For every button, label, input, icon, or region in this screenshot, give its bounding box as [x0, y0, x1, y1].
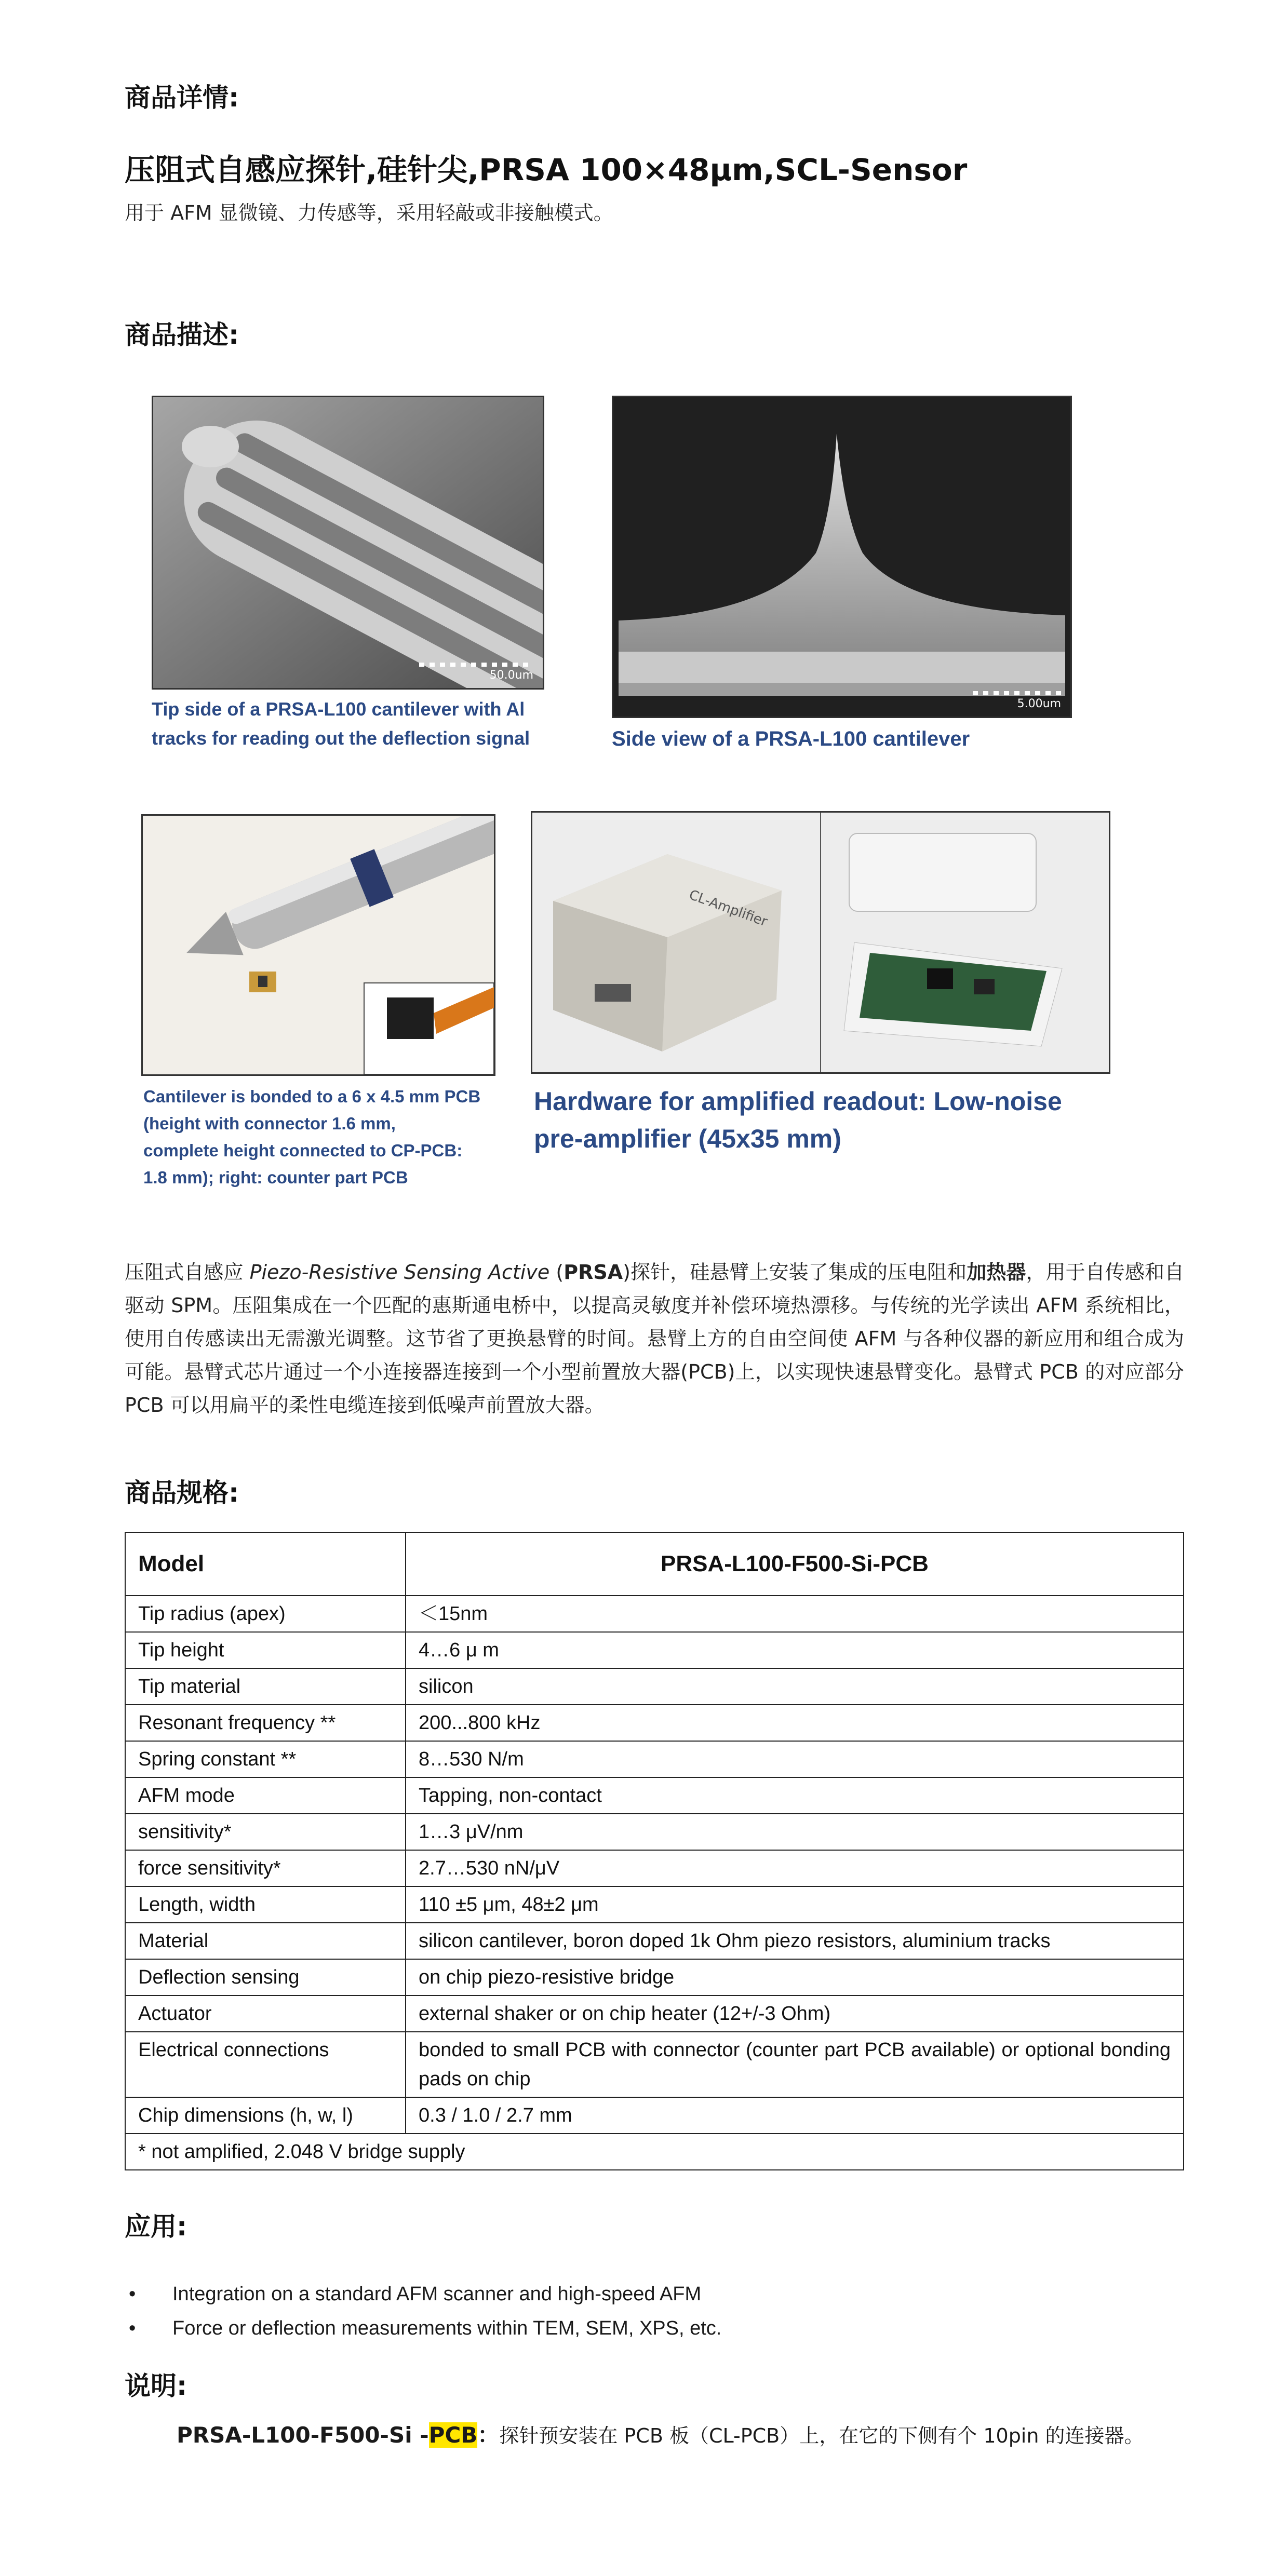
spec-row	[125, 1850, 1184, 1886]
spec-value: Tapping, non-contact	[406, 1777, 1184, 1814]
spec-row	[125, 2032, 1184, 2097]
spec-row	[125, 1741, 1184, 1777]
applications-heading: 应用:	[125, 2211, 187, 2242]
spec-value: silicon cantilever, boron doped 1k Ohm piezo resistors, aluminium tracks	[406, 1923, 1184, 1959]
spec-label: force sensitivity*	[125, 1850, 406, 1886]
applications-list	[125, 2277, 721, 2345]
cantilever-tracks-illustration	[153, 397, 543, 688]
prsa-abbrev: PRSA	[564, 1261, 623, 1284]
description-heading: 商品描述:	[125, 320, 239, 350]
amplifier-box-illustration	[532, 813, 1109, 1072]
spec-label: Spring constant **	[125, 1741, 406, 1777]
pen-and-chip-illustration	[143, 816, 494, 1074]
amplifier-hardware-image	[531, 811, 1110, 1074]
figure-1-caption: Tip side of a PRSA-L100 cantilever with Al tracks for reading out the deflection signal	[152, 698, 530, 749]
spec-label: Electrical connections	[125, 2032, 406, 2097]
tip-cone-illustration	[613, 397, 1070, 717]
spec-row	[125, 1632, 1184, 1668]
spec-header-label: Model	[125, 1532, 406, 1596]
figure-3-caption: Cantilever is bonded to a 6 x 4.5 mm PCB (height with connector 1.6 mm, complete height connected to CP-PCB: 1.8 mm); right: counter part PCB	[143, 1087, 481, 1187]
spec-value: ＜15nm	[406, 1596, 1184, 1632]
prsa-expansion: Piezo-Resistive Sensing Active	[249, 1261, 550, 1284]
spec-footnote-row	[125, 2134, 1184, 2170]
list-item: • Integration on a standard AFM scanner and high-speed AFM	[125, 2277, 721, 2311]
spec-label: Actuator	[125, 1995, 406, 2032]
spec-value: 0.3 / 1.0 / 2.7 mm	[406, 2097, 1184, 2134]
note-pcb-highlight: PCB	[428, 2422, 478, 2448]
spec-row	[125, 1814, 1184, 1850]
spec-label: Material	[125, 1923, 406, 1959]
description-paragraph: 压阻式自感应 Piezo-Resistive Sensing Active (PRSA)探针，硅悬臂上安装了集成的压电阻和加热器，用于自传感和自驱动 SPM。压阻集成在一个匹配的惠斯通电桥中，以提高灵敏度并补偿环境热漂移。与传统的光学读出 AFM 系统相比，使用自传感读出无需激光调整。这节省了更换悬臂的时间。悬臂上方的自由空间使 AFM 与各种仪器的新应用和组合成为可能。悬臂式芯片通过一个小连接器连接到一个小型前置放大器(PCB)上，以实现快速悬臂变化。悬臂式 PCB 的对应部分 PCB 可以用扁平的柔性电缆连接到低噪声前置放大器。	[125, 1261, 1184, 1417]
spec-label: Chip dimensions (h, w, l)	[125, 2097, 406, 2134]
spec-value: external shaker or on chip heater (12+/-3 Ohm)	[406, 1995, 1184, 2032]
note-model: PRSA-L100-F500-Si -	[177, 2422, 429, 2448]
scale-bar-1: 50.0um	[419, 663, 533, 682]
spec-row	[125, 1668, 1184, 1705]
spec-row	[125, 1705, 1184, 1741]
spec-value: 2.7…530 nN/μV	[406, 1850, 1184, 1886]
spec-value: on chip piezo-resistive bridge	[406, 1959, 1184, 1995]
spec-value: 8…530 N/m	[406, 1741, 1184, 1777]
spec-header-row	[125, 1532, 1184, 1596]
spec-label: Tip material	[125, 1668, 406, 1705]
figure-2-caption: Side view of a PRSA-L100 cantilever	[612, 727, 970, 750]
spec-value: 4…6 μ m	[406, 1632, 1184, 1668]
scale-bar-2: 5.00um	[973, 691, 1061, 710]
sem-tip-side-image	[152, 396, 544, 690]
notes-heading: 说明:	[125, 2371, 187, 2401]
spec-label: Tip height	[125, 1632, 406, 1668]
spec-header-model: PRSA-L100-F500-Si-PCB	[406, 1532, 1184, 1596]
specs-heading: 商品规格:	[125, 1478, 239, 1508]
spec-row	[125, 1923, 1184, 1959]
product-title: 压阻式自感应探针,硅针尖,PRSA 100×48μm,SCL-Sensor	[125, 152, 968, 187]
spec-row	[125, 1596, 1184, 1632]
spec-value: 1…3 μV/nm	[406, 1814, 1184, 1850]
list-item: • Force or deflection measurements within TEM, SEM, XPS, etc.	[125, 2311, 721, 2345]
spec-label: Deflection sensing	[125, 1959, 406, 1995]
spec-label: AFM mode	[125, 1777, 406, 1814]
spec-label: Tip radius (apex)	[125, 1596, 406, 1632]
spec-label: Resonant frequency **	[125, 1705, 406, 1741]
sem-side-view-image	[612, 396, 1072, 718]
details-heading: 商品详情:	[125, 83, 239, 113]
spec-footnote: * not amplified, 2.048 V bridge supply	[125, 2134, 1184, 2170]
spec-row	[125, 2097, 1184, 2134]
note-text: 探针预安装在 PCB 板（CL-PCB）上，在它的下侧有个 10pin 的连接器。	[499, 2424, 1144, 2447]
spec-value: silicon	[406, 1668, 1184, 1705]
product-subtitle: 用于 AFM 显微镜、力传感等，采用轻敲或非接触模式。	[125, 201, 613, 224]
spec-value: 110 ±5 μm, 48±2 μm	[406, 1886, 1184, 1923]
spec-label: sensitivity*	[125, 1814, 406, 1850]
spec-row	[125, 1886, 1184, 1923]
figure-4-caption: Hardware for amplified readout: Low-noise pre-amplifier (45x35 mm)	[534, 1087, 1062, 1153]
svg-text:CL-Amplifier: CL-Amplifier	[687, 887, 770, 930]
spec-table	[125, 1532, 1184, 2170]
heater-term: 加热器	[967, 1261, 1026, 1284]
spec-value: bonded to small PCB with connector (counter part PCB available) or optional bonding pads on chip	[406, 2032, 1184, 2097]
spec-label: Length, width	[125, 1886, 406, 1923]
pcb-photo-image	[141, 814, 495, 1076]
spec-row	[125, 1777, 1184, 1814]
spec-value: 200...800 kHz	[406, 1705, 1184, 1741]
spec-row	[125, 1995, 1184, 2032]
note-line: PRSA-L100-F500-Si -PCB：探针预安装在 PCB 板（CL-PCB）上，在它的下侧有个 10pin 的连接器。	[177, 2422, 1144, 2448]
spec-row	[125, 1959, 1184, 1995]
